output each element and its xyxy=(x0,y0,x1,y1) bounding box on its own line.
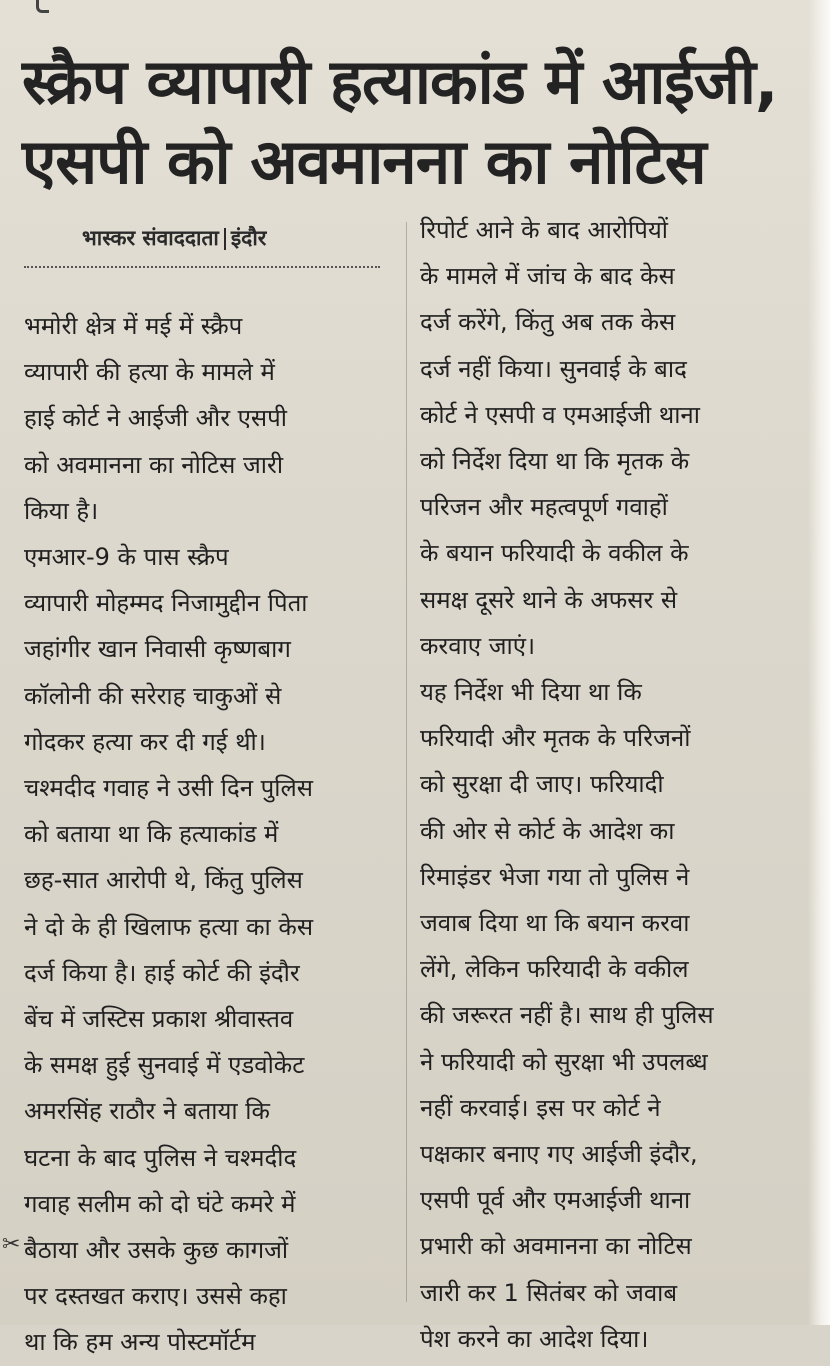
page-edge xyxy=(808,0,830,1325)
article-line: यह निर्देश भी दिया था कि xyxy=(420,678,642,707)
article-line: को अवमानना का नोटिस जारी xyxy=(24,450,284,479)
article-line: ने दो के ही खिलाफ हत्या का केस xyxy=(24,912,314,941)
article-line: समक्ष दूसरे थाने के अफसर से xyxy=(420,585,678,614)
article-line: पर दस्तखत कराए। उससे कहा xyxy=(24,1282,287,1311)
article-line: गोदकर हत्या कर दी गई थी। xyxy=(24,727,266,756)
article-line: के समक्ष हुई सुनवाई में एडवोकेट xyxy=(24,1051,305,1080)
article-line: को सुरक्षा दी जाए। फरियादी xyxy=(420,770,664,799)
scissors-icon: ✂ xyxy=(2,1232,21,1257)
article-line: चश्मदीद गवाह ने उसी दिन पुलिस xyxy=(24,774,313,803)
article-line: अमरसिंह राठौर ने बताया कि xyxy=(24,1097,270,1126)
article-right-column xyxy=(420,207,800,1362)
article-line: के बयान फरियादी के वकील के xyxy=(420,539,689,568)
article-line: बेंच में जस्टिस प्रकाश श्रीवास्तव xyxy=(24,1005,294,1034)
article-line: फरियादी और मृतक के परिजनों xyxy=(420,724,691,753)
article-line: जवाब दिया था कि बयान करवा xyxy=(420,909,690,938)
clipping-edge-mark xyxy=(36,0,49,13)
article-line: ने फरियादी को सुरक्षा भी उपलब्ध xyxy=(420,1047,708,1076)
byline-author: भास्कर संवाददाता xyxy=(82,226,219,250)
byline-separator xyxy=(224,228,226,250)
headline-line-2: एसपी को अवमानना का नोटिस xyxy=(22,125,706,198)
article-line: व्यापारी मोहम्मद निजामुद्दीन पिता xyxy=(24,589,308,618)
article-line: एसपी पूर्व और एमआईजी थाना xyxy=(420,1186,691,1215)
article-line: दर्ज किया है। हाई कोर्ट की इंदौर xyxy=(24,958,300,987)
article-line: करवाए जाएं। xyxy=(420,631,536,660)
article-line: एमआर-9 के पास स्क्रैप xyxy=(24,543,229,572)
byline-city: इंदौर xyxy=(230,226,267,250)
article-line: बैठाया और उसके कुछ कागजों xyxy=(24,1236,289,1265)
article-line: पेश करने का आदेश दिया। xyxy=(420,1324,649,1353)
byline-divider xyxy=(24,266,380,268)
article-left-column xyxy=(24,303,396,1366)
article-line: जारी कर 1 सितंबर को जवाब xyxy=(420,1278,678,1307)
article-line: पक्षकार बनाए गए आईजी इंदौर, xyxy=(420,1140,698,1169)
article-line: किया है। xyxy=(24,496,99,525)
article-line: दर्ज नहीं किया। सुनवाई के बाद xyxy=(420,354,687,383)
article-line: नहीं करवाई। इस पर कोर्ट ने xyxy=(420,1093,661,1122)
article-line: गवाह सलीम को दो घंटे कमरे में xyxy=(24,1189,296,1218)
article-line: रिपोर्ट आने के बाद आरोपियों xyxy=(420,216,668,244)
article-line: था कि हम अन्य पोस्टमॉर्टम xyxy=(24,1328,256,1357)
article-line: को बताया था कि हत्याकांड में xyxy=(24,820,279,849)
article-line: परिजन और महत्वपूर्ण गवाहों xyxy=(420,493,668,522)
article-line: की जरूरत नहीं है। साथ ही पुलिस xyxy=(420,1001,714,1030)
article-line: कोर्ट ने एसपी व एमआईजी थाना xyxy=(420,400,700,429)
article-line: भमोरी क्षेत्र में मई में स्क्रैप xyxy=(24,312,243,340)
article-line: जहांगीर खान निवासी कृष्णबाग xyxy=(24,635,291,664)
article-line: को निर्देश दिया था कि मृतक के xyxy=(420,447,690,476)
byline xyxy=(82,224,266,252)
article-line: प्रभारी को अवमानना का नोटिस xyxy=(420,1232,692,1261)
article-line: छह-सात आरोपी थे, किंतु पुलिस xyxy=(24,866,303,895)
article-line: की ओर से कोर्ट के आदेश का xyxy=(420,816,675,845)
column-rule xyxy=(406,222,407,1302)
article-line: रिमाइंडर भेजा गया तो पुलिस ने xyxy=(420,862,690,891)
headline xyxy=(22,42,802,202)
article-line: घटना के बाद पुलिस ने चश्मदीद xyxy=(24,1143,297,1172)
article-line: कॉलोनी की सरेराह चाकुओं से xyxy=(24,681,282,710)
headline-line-1: स्क्रैप व्यापारी हत्याकांड में आईजी, xyxy=(22,45,778,118)
article-line: के मामले में जांच के बाद केस xyxy=(420,262,675,291)
article-line: व्यापारी की हत्या के मामले में xyxy=(24,358,275,387)
article-line: हाई कोर्ट ने आईजी और एसपी xyxy=(24,404,287,433)
article-line: लेंगे, लेकिन फरियादी के वकील xyxy=(420,955,689,984)
article-line: दर्ज करेंगे, किंतु अब तक केस xyxy=(420,308,676,337)
